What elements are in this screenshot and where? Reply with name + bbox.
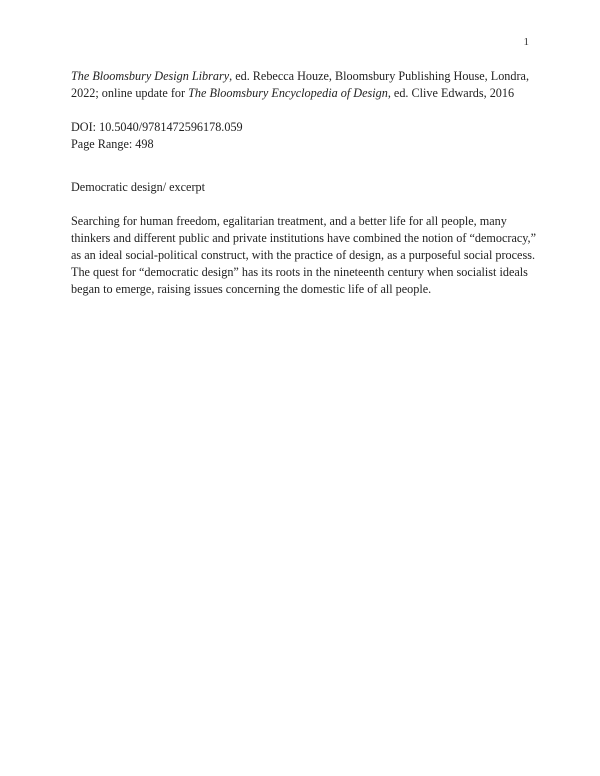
page-range: Page Range: 498 [71,137,154,151]
document-content [71,68,541,298]
doi: DOI: 10.5040/9781472596178.059 [71,120,243,134]
book-title: The Bloomsbury Design Library [71,69,230,83]
citation-part1: , ed. Rebecca Houze, Bloomsbury Publishing House, Londra, 2022; online update for [71,69,530,100]
section-title: Democratic design/ excerpt [71,180,206,194]
citation-part2: , ed. Clive Edwards, 2016 [387,86,515,100]
document-meta [71,119,541,153]
encyclopedia-title: The Bloomsbury Encyclopedia of Design [188,86,388,100]
page-number: 1 [523,36,529,48]
citation [71,68,541,102]
body-paragraph: Searching for human freedom, egalitarian treatment, and a better life for all people, many thinkers and different public and private institutions have combined the notion of “democracy,” as an ideal social-political construct, with the practice of design, as a purposeful social process. The quest for “democratic design” has its roots in the nineteenth century when socialist ideals began to emerge, raising issues concerning the domestic life of all people. [71,214,537,296]
